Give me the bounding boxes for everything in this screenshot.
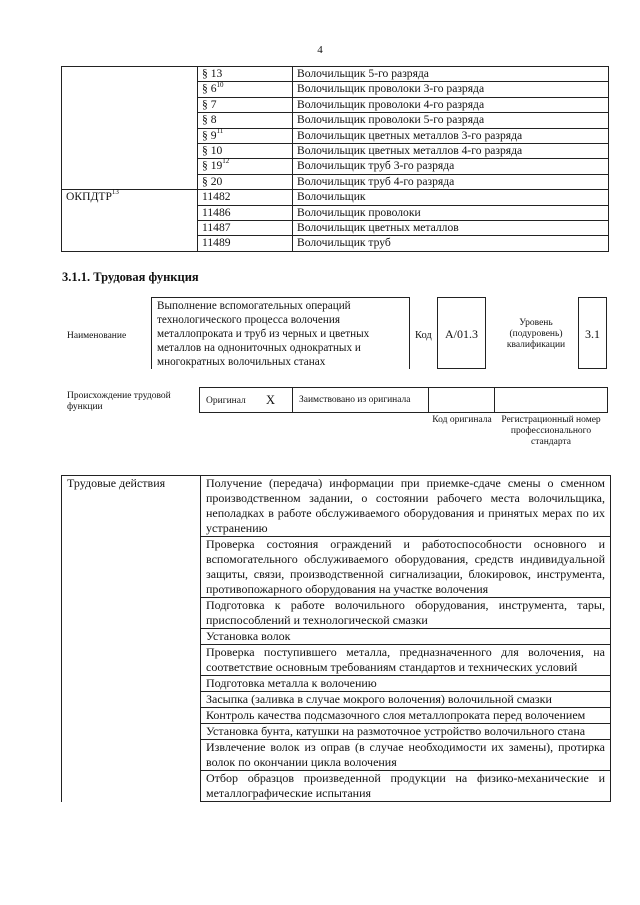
borrowed-label: Заимствовано из оригинала: [299, 395, 411, 405]
section-heading: 3.1.1. Трудовая функция: [62, 270, 199, 284]
action-item: Получение (передача) информации при приемке-сдаче смены о сменном производственном задании, о состоянии рабочего места волочильщика, неполадках в работе обслуживаемого оборудования и принятых мерах по их устранению: [201, 476, 611, 537]
action-item: Извлечение волок из оправ (в случае необходимости их замены), протирка волок по окончании цикла волочения: [201, 740, 611, 771]
action-item: Контроль качества подсмазочного слоя металлопроката перед волочением: [201, 708, 611, 724]
table-cell: § 13: [198, 67, 293, 82]
actions-label-cell: Трудовые действия: [62, 476, 201, 802]
table-cell: [62, 67, 198, 190]
table-cell: § 20: [198, 174, 293, 189]
table-cell: Волочильщик цветных металлов 4-го разряда: [293, 143, 609, 158]
table-cell: § 8: [198, 113, 293, 128]
table-cell: Волочильщик труб: [293, 236, 609, 251]
table-cell: Волочильщик проволоки: [293, 205, 609, 220]
table-cell: Волочильщик труб 4-го разряда: [293, 174, 609, 189]
codes-table: [61, 66, 609, 252]
origin-label: Происхождение трудовой функции: [67, 391, 171, 412]
table-cell: § 10: [198, 143, 293, 158]
level-label: Уровень (подуровень) квалификации: [506, 318, 566, 350]
table-cell: 11487: [198, 220, 293, 235]
borrowed-box: [292, 387, 429, 413]
table-cell: 11489: [198, 236, 293, 251]
original-code-caption: Код оригинала: [432, 415, 492, 425]
table-cell: 11486: [198, 205, 293, 220]
table-cell: Волочильщик проволоки 5-го разряда: [293, 113, 609, 128]
table-row: [62, 476, 611, 537]
table-cell: Волочильщик проволоки 4-го разряда: [293, 97, 609, 112]
action-item: Подготовка к работе волочильного оборудования, инструмента, тары, приспособлений и технологической смазки: [201, 598, 611, 629]
table-cell: § 7: [198, 97, 293, 112]
action-item: Подготовка металла к волочению: [201, 676, 611, 692]
original-code-box: [428, 387, 495, 413]
action-item: Установка бунта, катушки на размоточное устройство волочильного стана: [201, 724, 611, 740]
action-item: Отбор образцов произведенной продукции на физико-механические и металлографические испытания: [201, 771, 611, 802]
table-row: [62, 67, 609, 82]
function-code-box: A/01.3: [437, 297, 486, 369]
action-item: Установка волок: [201, 629, 611, 645]
action-item: Проверка состояния ограждений и работоспособности основного и вспомогательного обслуживаемого оборудования, средств индивидуальной защиты, связи, производственной сигнализации, блокировок, инструмента, противопожарного оборудования на участке волочения: [201, 537, 611, 598]
name-label: Наименование: [67, 331, 127, 341]
table-cell: Волочильщик: [293, 190, 609, 205]
table-cell: 11482: [198, 190, 293, 205]
table-cell: Волочильщик труб 3-го разряда: [293, 159, 609, 174]
original-label: Оригинал: [206, 396, 246, 406]
page-number: 4: [317, 44, 323, 56]
table-cell: Волочильщик цветных металлов: [293, 220, 609, 235]
original-box: [199, 387, 293, 413]
okpdtr-label-cell: ОКПДТР$^{13}$: [62, 190, 198, 252]
table-cell: Волочильщик 5-го разряда: [293, 67, 609, 82]
level-value-box: 3.1: [578, 297, 607, 369]
reg-number-caption: Регистрационный номер профессионального стандарта: [501, 415, 601, 447]
table-row: [62, 190, 609, 205]
table-cell: § $9^{11}$: [198, 128, 293, 143]
table-cell: Волочильщик цветных металлов 3-го разряда: [293, 128, 609, 143]
code-label: Код: [415, 330, 432, 341]
original-mark: X: [266, 393, 276, 407]
table-cell: Волочильщик проволоки 3-го разряда: [293, 82, 609, 97]
action-item: Засыпка (заливка в случае мокрого волочения) волочильной смазки: [201, 692, 611, 708]
labor-actions-table: [61, 475, 611, 802]
action-item: Проверка поступившего металла, предназначенного для волочения, на соответствие основным требованиям стандартов и технических условий: [201, 645, 611, 676]
table-cell: § $6^{10}$: [198, 82, 293, 97]
function-name-box: Выполнение вспомогательных операций технологического процесса волочения металлопроката и труб из черных и цветных металлов на однониточных однократных и многократных волочильных станах: [151, 297, 410, 369]
reg-number-box: [494, 387, 608, 413]
table-cell: § $19^{12}$: [198, 159, 293, 174]
